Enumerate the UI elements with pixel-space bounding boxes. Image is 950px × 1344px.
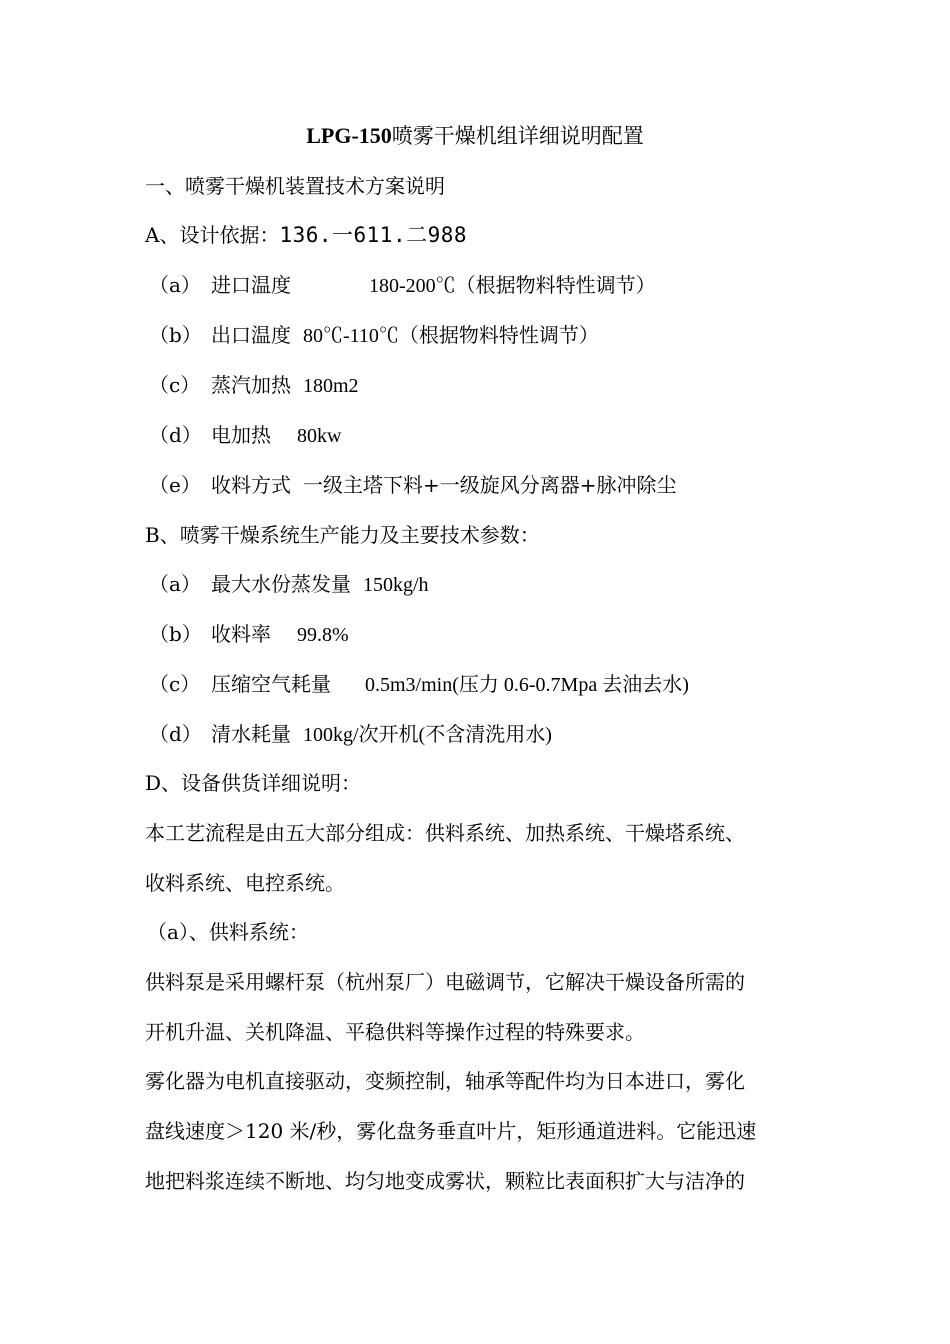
item-label: 电加热 <box>211 423 271 447</box>
item-value: 100kg/次开机(不含清洗用水) <box>303 724 552 746</box>
item-marker: （b） <box>149 323 202 347</box>
item-marker: （e） <box>149 473 201 497</box>
item-value: 150kg/h <box>363 574 429 596</box>
paragraph-3-line-3: 地把料浆连续不断地、均匀地变成雾状，颗粒比表面积扩大与洁净的 <box>145 1169 745 1193</box>
basis-item-d <box>149 417 341 454</box>
paragraph-2-line-2: 开机升温、关机降温、平稳供料等操作过程的特殊要求。 <box>145 1020 645 1044</box>
item-label: 出口温度 <box>211 323 291 347</box>
item-marker: （d） <box>149 423 202 447</box>
basis-item-e <box>149 467 677 503</box>
item-marker: （a） <box>149 572 201 596</box>
title-text: 喷雾干燥机组详细说明配置 <box>391 124 644 148</box>
paragraph-1-line-1: 本工艺流程是由五大部分组成：供料系统、加热系统、干燥塔系统、 <box>145 821 745 845</box>
design-basis-label: A、设计依据： <box>145 223 280 247</box>
item-value: 一级主塔下料+一级旋风分离器+脉冲除尘 <box>303 473 677 497</box>
paragraph-3-line-2: 盘线速度＞120 米/秒，雾化盘务垂直叶片，矩形通道进料。它能迅速 <box>145 1119 757 1143</box>
item-label: 进口温度 <box>211 273 291 297</box>
phone-number: 136.一611.二988 <box>279 223 468 247</box>
basis-item-b <box>149 317 599 354</box>
item-label: 蒸汽加热 <box>211 373 291 397</box>
item-value: 99.8% <box>297 624 349 646</box>
design-basis-line <box>145 217 467 253</box>
item-value: 0.5m3/min(压力 0.6-0.7Mpa 去油去水) <box>365 674 689 696</box>
section-heading-1: 一、喷雾干燥机装置技术方案说明 <box>145 174 445 198</box>
capacity-item-d <box>149 716 552 753</box>
item-marker: （c） <box>149 373 201 397</box>
item-value: 80℃-110℃（根据物料特性调节） <box>303 325 599 347</box>
title-model: LPG-150 <box>306 123 392 148</box>
item-label: 收料方式 <box>211 473 291 497</box>
paragraph-2-line-1: 供料泵是采用螺杆泵（杭州泵厂）电磁调节，它解决干燥设备所需的 <box>145 970 745 994</box>
item-label: 收料率 <box>211 622 271 646</box>
document-title <box>0 118 950 154</box>
item-value: 180m2 <box>303 375 359 397</box>
item-value: 180-200℃（根据物料特性调节） <box>369 275 656 297</box>
paragraph-3-line-1: 雾化器为电机直接驱动，变频控制，轴承等配件均为日本进口，雾化 <box>145 1069 745 1093</box>
section-heading-b: B、喷雾干燥系统生产能力及主要技术参数： <box>145 523 540 547</box>
section-heading-d: D、设备供货详细说明： <box>145 771 362 795</box>
capacity-item-c <box>149 666 689 703</box>
capacity-item-b <box>149 616 349 653</box>
paragraph-1-line-2: 收料系统、电控系统。 <box>145 871 345 895</box>
basis-item-a <box>149 267 656 304</box>
basis-item-c <box>149 367 359 404</box>
item-label: 压缩空气耗量 <box>211 672 331 696</box>
capacity-item-a <box>149 566 429 603</box>
feed-system-heading: （a）、供料系统： <box>147 920 309 944</box>
item-marker: （d） <box>149 722 202 746</box>
item-marker: （a） <box>149 273 201 297</box>
item-label: 清水耗量 <box>211 722 291 746</box>
item-value: 80kw <box>297 425 342 447</box>
item-marker: （b） <box>149 622 202 646</box>
item-label: 最大水份蒸发量 <box>211 572 351 596</box>
item-marker: （c） <box>149 672 201 696</box>
